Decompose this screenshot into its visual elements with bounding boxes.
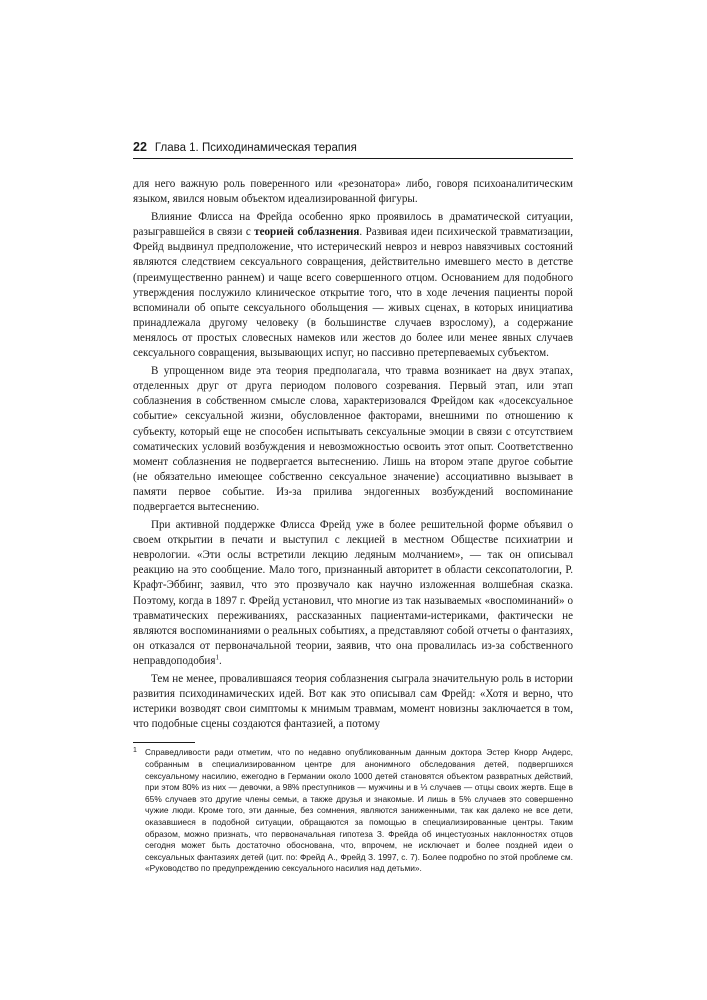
footnote-marker: 1 (133, 747, 137, 755)
paragraph-4-text: Тем не менее, провалившаяся теория соблазнения сыграла значительную роль в истории развития психодинамических идей. Вот как это описывал сам Фрейд: «Хотя и верно, что истерики возводят свои симптомы к мнимым травмам, момент новизны заключается в том, что подобные сцены создаются фантазией, а потому (133, 673, 573, 731)
paragraph-3 (133, 518, 573, 669)
paragraph-0 (133, 177, 573, 207)
footnote-text: Справедливости ради отметим, что по недавно опубликованным данным доктора Эстер Кнорр Андерс, собранным в специализированном центре для анонимного обследования детей, подвергшихся сексуальному насилию, ежегодно в Германии около 1000 детей становятся объектом развратных действий, при этом 80% из них — девочки, а 98% преступников — мужчины и в ⅓ случаев — отцы своих жертв. Еще в 65% случаев это другие члены семьи, а также друзья и знакомые. И лишь в 5% случаев это совершенно чужие люди. Кроме того, эти данные, без сомнения, являются заниженными, так как далеко не все дети, оказавшиеся в подобной ситуации, обращаются за помощью в специализированные центры. Таким образом, можно признать, что первоначальная гипотеза З. Фрейда об инцестуозных наклонностях отцов сегодня может быть достаточно обоснована, что, впрочем, не исключает и более поздней идеи о сексуальных фантазиях детей (цит. по: Фрейд А., Фрейд З. 1997, с. 7). Более подробно по этой проблеме см. «Руководство по предупреждению сексуального насилия над детьми». (145, 747, 573, 874)
page-number: 22 (133, 140, 147, 154)
paragraph-1 (133, 210, 573, 361)
paragraph-2 (133, 364, 573, 515)
book-page (133, 140, 573, 875)
footnote (133, 747, 573, 875)
chapter-title: Глава 1. Психодинамическая терапия (154, 142, 357, 154)
paragraph-4 (133, 672, 573, 732)
paragraph-2-text: В упрощенном виде эта теория предполагала, что травма возникает на двух этапах, отделенных друг от друга периодом полового созревания. Первый этап, или этап соблазнения в собственном смысле слова, характеризовался Фрейдом как «досексуальное событие» сексуальной жизни, обусловленное факторами, внешними по отношению к субъекту, который еще не способен испытывать сексуальные эмоции в связи с отсутствием соматических условий возбуждения и невозможностью освоить этот опыт. Соответственно момент соблазнения не подвергается вытеснению. Лишь на втором этапе другое событие (не обязательно имеющее собственно сексуальное значение) ассоциативно вызывает в памяти первое событие. Из-за прилива эндогенных возбуждений воспоминание подвергается вытеснению. (133, 365, 573, 513)
body-text (133, 177, 573, 732)
paragraph-1-text-end: . Развивая идеи психической травматизации, Фрейд выдвинул предположение, что истерический невроз и невроз навязчивых состояний являются следствием сексуального совращения, действительно имевшего место в детстве (преимущественно раннем) и чаще всего совершенного отцом. Основанием для подобного утверждения послужило клиническое открытие того, что в ходе лечения пациенты порой вспоминали об опыте сексуального обольщения — живых сценах, в которых инициатива принадлежала другому человеку (в большинстве случаев взрослому), а содержание менялось от простых словесных намеков или жестов до более или менее явных случаев сексуального совращения, вызывающих испуг, но пассивно претерпеваемых субъектом. (133, 226, 573, 360)
term-seduction-theory: теорией соблазнения (254, 226, 360, 239)
footnote-reference[interactable]: 1 (215, 653, 219, 662)
paragraph-1-text-start: Влияние Флисса на Фрейда особенно ярко проявилось в драматической ситуации, разыгравшейся в связи с (133, 211, 573, 239)
paragraph-3-text: При активной поддержке Флисса Фрейд уже в более решительной форме объявил о своем открытии в печати и выступил с лекцией в местном Обществе психиатрии и неврологии. «Эти ослы встретили лекцию ледяным молчанием», — так он описывал реакцию на это сообщение. Мало того, признанный авторитет в области сексопатологии, Р. Крафт-Эббинг, заявил, что это прозвучало как научно изложенная волшебная сказка. Поэтому, когда в 1897 г. Фрейд установил, что многие из так называемых «воспоминаний» о травматических переживаниях, рассказанных пациентами-истериками, фактически не являются воспоминаниями о реальных событиях, а представляют собой отчеты о фантазиях, он отказался от первоначальной теории, заявив, что она провалилась из-за собственного неправдоподобия (133, 519, 573, 667)
paragraph-3-period: . (218, 654, 222, 667)
paragraph-0-text: для него важную роль поверенного или «резонатора» либо, говоря психоаналитическим языком, явился новым объектом идеализированной фигуры. (133, 178, 573, 206)
running-head (133, 140, 573, 159)
footnote-divider (133, 742, 195, 743)
